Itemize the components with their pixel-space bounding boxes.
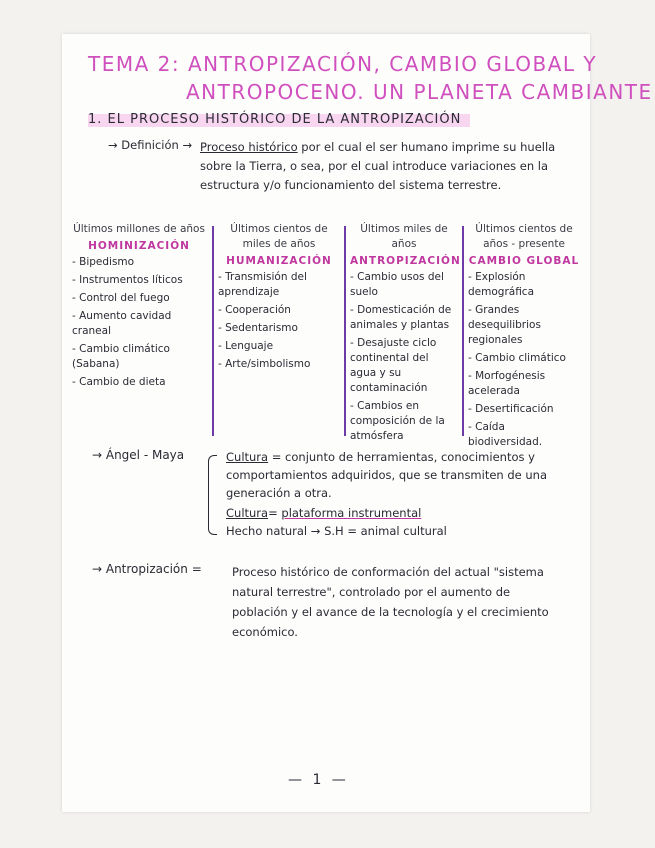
column-period: Últimos cientos de miles de años <box>230 223 328 250</box>
list-item: - Sedentarismo <box>218 322 298 334</box>
section-heading: 1. EL PROCESO HISTÓRICO DE LA ANTROPIZACIÓN <box>88 112 461 127</box>
column-heading: HOMINIZACIÓN <box>88 240 190 252</box>
list-item: - Aumento cavidad craneal <box>72 310 172 337</box>
antropizacion-label: → Antropización = <box>92 562 202 576</box>
list-item: - Cambio climático <box>468 352 566 364</box>
list-item: - Lenguaje <box>218 340 274 352</box>
angel-maya-notes <box>226 448 576 540</box>
column-heading: CAMBIO GLOBAL <box>468 255 580 267</box>
definition-label: → Definición → <box>108 138 193 152</box>
list-item: - Explosión demográfica <box>468 271 535 298</box>
stages-table <box>72 222 582 448</box>
column-period: Últimos millones de años <box>73 223 205 235</box>
column-period: Últimos cientos de años - presente <box>475 223 573 250</box>
column-items <box>350 270 458 444</box>
title-line-1: TEMA 2: ANTROPIZACIÓN, CAMBIO GLOBAL Y <box>88 52 598 76</box>
page-title <box>88 50 653 106</box>
list-item: - Caída biodiversidad. <box>468 421 543 448</box>
definition-underlined: Proceso histórico <box>200 140 298 154</box>
angel-maya-label: → Ángel - Maya <box>92 448 185 462</box>
column-divider <box>344 226 346 436</box>
column-cambio-global <box>468 222 580 448</box>
list-item: - Morfogénesis acelerada <box>468 370 546 397</box>
natural-fact: Hecho natural → S.H = animal cultural <box>226 524 447 538</box>
brace-bracket <box>208 455 217 535</box>
list-item: - Desajuste ciclo continental del agua y su contaminación <box>350 337 437 394</box>
column-heading: ANTROPIZACIÓN <box>350 255 461 267</box>
list-item: - Cambio de dieta <box>72 376 166 388</box>
antropizacion-definition: Proceso histórico de conformación del actual "sistema natural terrestre", controlado por el aumento de población y el avance de la tecnología y el crecimiento económico. <box>232 565 549 639</box>
column-hominizacion <box>72 222 206 440</box>
definition-text <box>200 138 560 195</box>
culture-definition: Cultura = conjunto de herramientas, conocimientos y comportamientos adquiridos, que se transmiten de una generación a otra. <box>226 450 548 500</box>
list-item: - Arte/simbolismo <box>218 358 311 370</box>
page-number: — 1 — <box>288 772 349 788</box>
list-item: - Desertificación <box>468 403 554 415</box>
column-humanizacion <box>218 222 340 440</box>
list-item: - Control del fuego <box>72 292 170 304</box>
list-item: - Grandes desequilibrios regionales <box>468 304 541 346</box>
column-items <box>468 270 580 450</box>
list-item: - Cooperación <box>218 304 291 316</box>
list-item: - Transmisión del aprendizaje <box>218 271 307 298</box>
list-item: - Cambio usos del suelo <box>350 271 444 298</box>
column-items <box>72 255 206 390</box>
column-divider <box>462 226 464 436</box>
column-antropizacion <box>350 222 461 442</box>
title-line-2: ANTROPOCENO. UN PLANETA CAMBIANTE <box>186 80 653 104</box>
definition-body: por el cual el ser humano imprime su huella sobre la Tierra, o sea, por el cual introduce variaciones en la estructura y/o funcionamiento del sistema terrestre. <box>200 140 556 192</box>
list-item: - Bipedismo <box>72 256 135 268</box>
list-item: - Cambio climático (Sabana) <box>72 343 170 370</box>
culture-platform: Cultura= plataforma instrumental <box>226 506 422 520</box>
column-divider <box>212 226 214 436</box>
list-item: - Domesticación de animales y plantas <box>350 304 452 331</box>
column-items <box>218 270 340 372</box>
column-heading: HUMANIZACIÓN <box>226 255 332 267</box>
list-item: - Instrumentos líticos <box>72 274 183 286</box>
list-item: - Cambios en composición de la atmósfera <box>350 400 445 442</box>
column-period: Últimos miles de años <box>360 223 448 250</box>
